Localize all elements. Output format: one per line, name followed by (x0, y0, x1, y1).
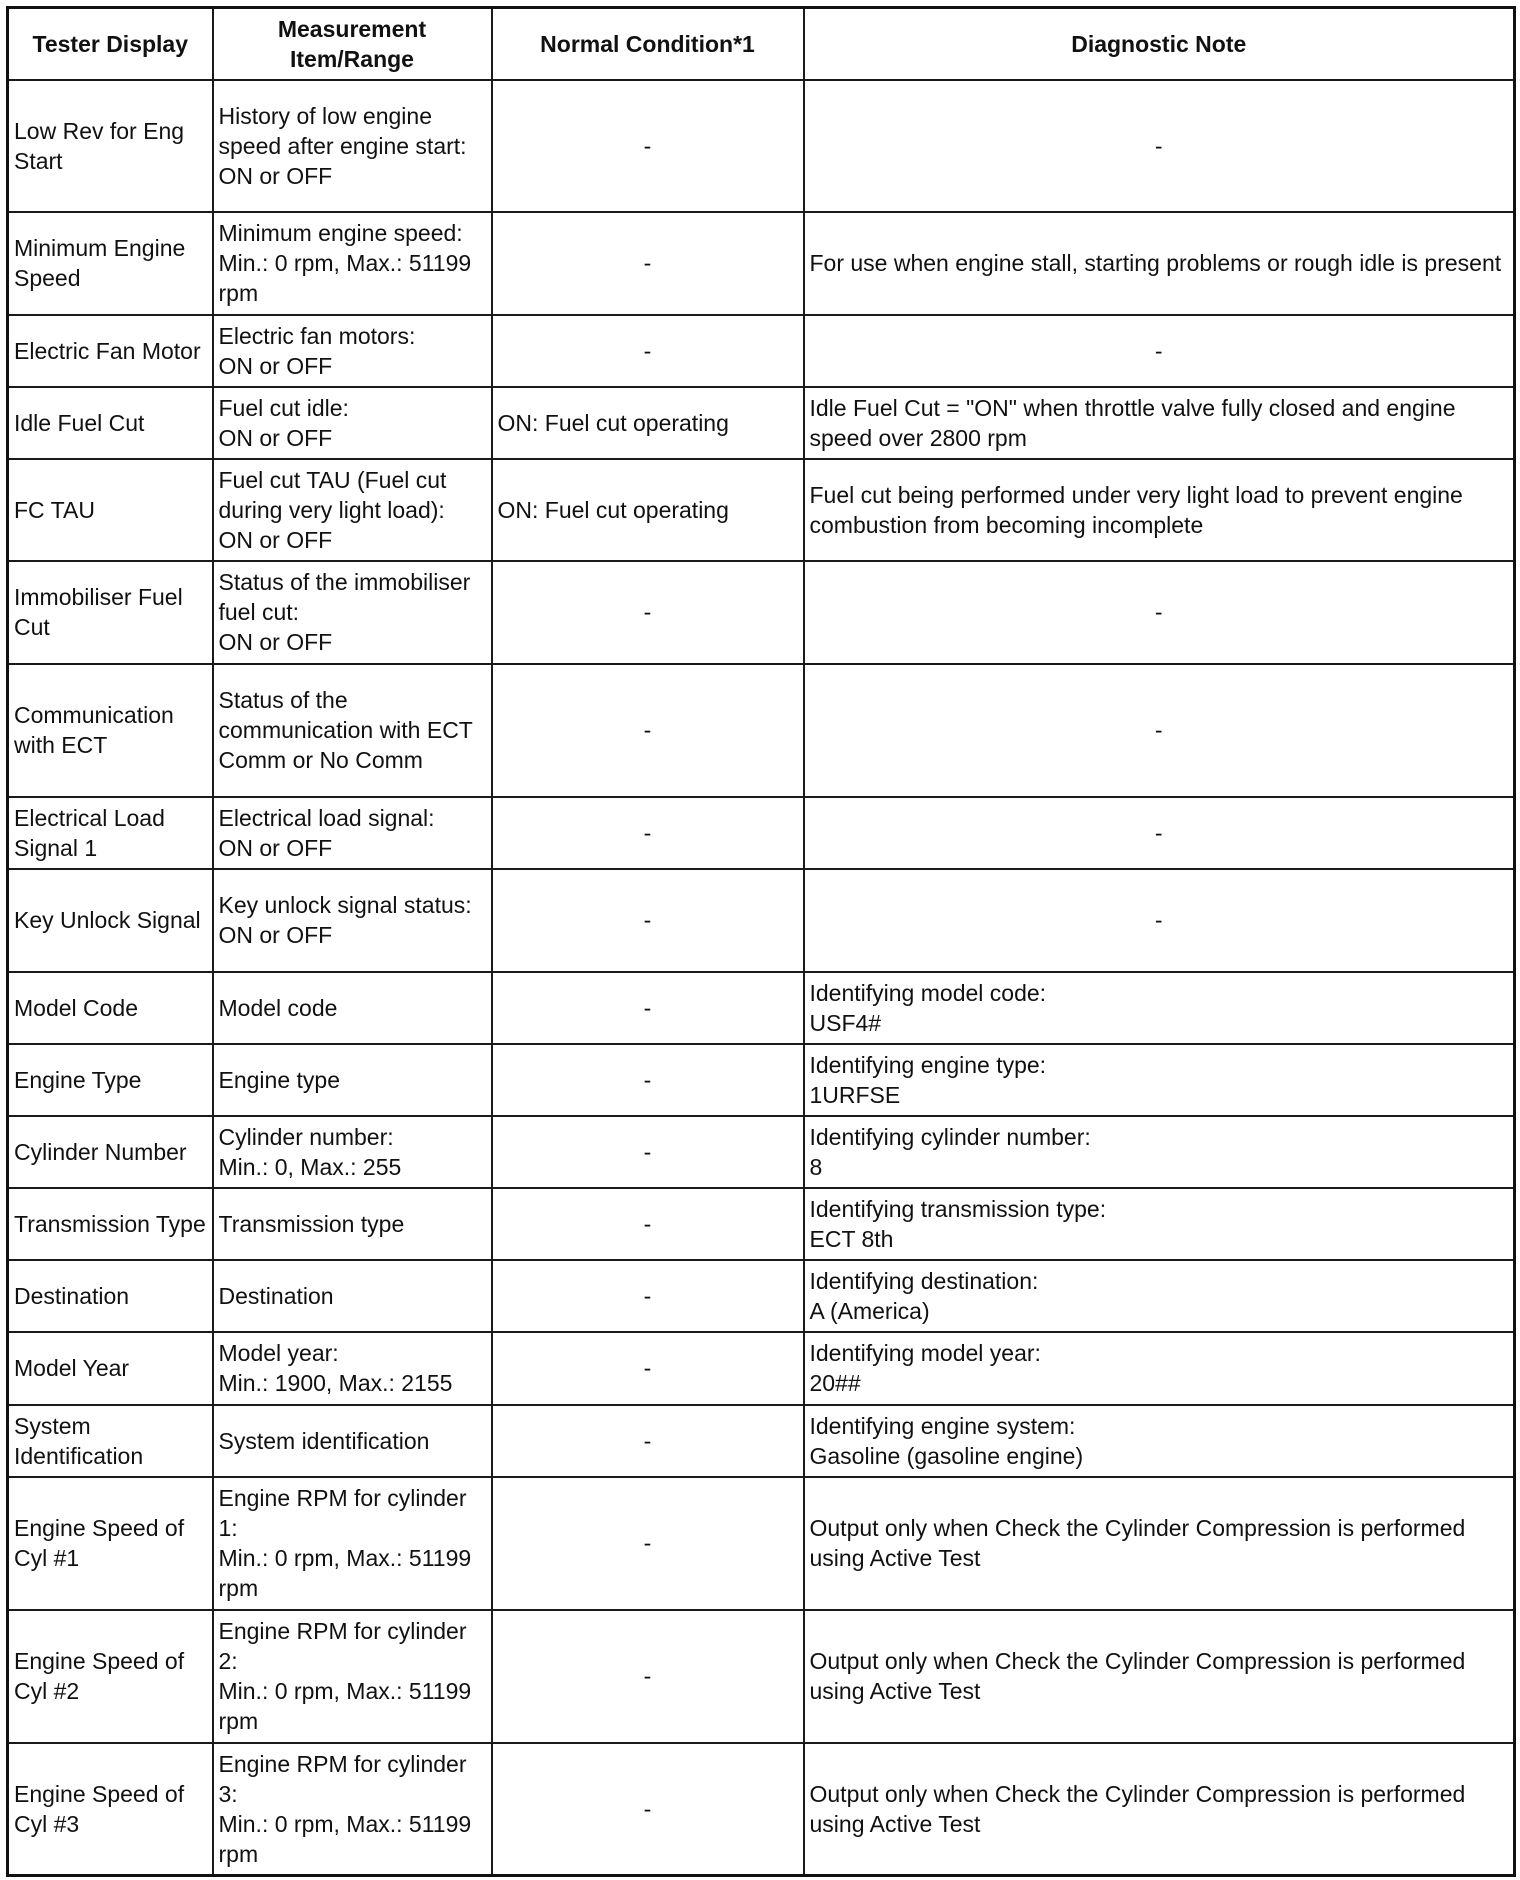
cell-measurement-range: Engine RPM for cylinder 1: Min.: 0 rpm, Max.: 51199 rpm (213, 1477, 492, 1610)
cell-measurement-range: Engine RPM for cylinder 2: Min.: 0 rpm, Max.: 51199 rpm (213, 1610, 492, 1743)
cell-tester-display: Electric Fan Motor (8, 315, 213, 387)
cell-measurement-range: Status of the immobiliser fuel cut: ON or OFF (213, 561, 492, 664)
cell-normal-condition: - (492, 1477, 804, 1610)
cell-diagnostic-note: Identifying destination: A (America) (804, 1260, 1515, 1332)
cell-normal-condition: - (492, 1610, 804, 1743)
table-row (8, 869, 1515, 972)
cell-normal-condition: - (492, 315, 804, 387)
cell-tester-display: Communication with ECT (8, 664, 213, 797)
cell-measurement-range: Engine type (213, 1044, 492, 1116)
table-row (8, 1188, 1515, 1260)
cell-tester-display: Minimum Engine Speed (8, 212, 213, 315)
table-header-row (8, 8, 1515, 80)
table-row (8, 1405, 1515, 1477)
cell-tester-display: Engine Speed of Cyl #1 (8, 1477, 213, 1610)
cell-measurement-range: Model code (213, 972, 492, 1044)
cell-diagnostic-note: Fuel cut being performed under very light load to prevent engine combustion from becoming incomplete (804, 459, 1515, 561)
cell-tester-display: Immobiliser Fuel Cut (8, 561, 213, 664)
table-row (8, 459, 1515, 561)
cell-diagnostic-note: - (804, 80, 1515, 212)
cell-tester-display: Cylinder Number (8, 1116, 213, 1188)
cell-normal-condition: - (492, 664, 804, 797)
table-row (8, 212, 1515, 315)
table-row (8, 1260, 1515, 1332)
data-list-table (6, 6, 1516, 1877)
cell-measurement-range: Model year: Min.: 1900, Max.: 2155 (213, 1332, 492, 1405)
cell-diagnostic-note: - (804, 315, 1515, 387)
table-row (8, 664, 1515, 797)
cell-diagnostic-note: Idle Fuel Cut = "ON" when throttle valve fully closed and engine speed over 2800 rpm (804, 387, 1515, 459)
cell-diagnostic-note: Identifying engine system: Gasoline (gasoline engine) (804, 1405, 1515, 1477)
cell-measurement-range: System identification (213, 1405, 492, 1477)
cell-tester-display: Engine Type (8, 1044, 213, 1116)
table-row (8, 561, 1515, 664)
cell-normal-condition: - (492, 797, 804, 869)
cell-tester-display: Model Code (8, 972, 213, 1044)
cell-normal-condition: - (492, 869, 804, 972)
header-diagnostic-note: Diagnostic Note (804, 8, 1515, 80)
table-row (8, 1610, 1515, 1743)
table-row (8, 1743, 1515, 1876)
table-row (8, 1332, 1515, 1405)
table-row (8, 1116, 1515, 1188)
header-normal-condition: Normal Condition*1 (492, 8, 804, 80)
cell-normal-condition: - (492, 972, 804, 1044)
cell-normal-condition: ON: Fuel cut operating (492, 387, 804, 459)
header-measurement-item: Measurement Item/Range (213, 8, 492, 80)
cell-normal-condition: - (492, 212, 804, 315)
cell-measurement-range: Engine RPM for cylinder 3: Min.: 0 rpm, Max.: 51199 rpm (213, 1743, 492, 1876)
cell-tester-display: Electrical Load Signal 1 (8, 797, 213, 869)
document-page (6, 6, 1513, 1877)
cell-diagnostic-note: - (804, 797, 1515, 869)
cell-tester-display: FC TAU (8, 459, 213, 561)
table-row (8, 797, 1515, 869)
cell-diagnostic-note: Output only when Check the Cylinder Compression is performed using Active Test (804, 1477, 1515, 1610)
cell-tester-display: Low Rev for Eng Start (8, 80, 213, 212)
table-row (8, 972, 1515, 1044)
cell-measurement-range: Cylinder number: Min.: 0, Max.: 255 (213, 1116, 492, 1188)
table-row (8, 1044, 1515, 1116)
cell-measurement-range: Electric fan motors: ON or OFF (213, 315, 492, 387)
cell-tester-display: Key Unlock Signal (8, 869, 213, 972)
table-row (8, 80, 1515, 212)
cell-diagnostic-note: Identifying engine type: 1URFSE (804, 1044, 1515, 1116)
header-tester-display: Tester Display (8, 8, 213, 80)
cell-diagnostic-note: Identifying cylinder number: 8 (804, 1116, 1515, 1188)
cell-tester-display: Transmission Type (8, 1188, 213, 1260)
cell-diagnostic-note: Identifying model code: USF4# (804, 972, 1515, 1044)
cell-diagnostic-note: - (804, 664, 1515, 797)
cell-measurement-range: History of low engine speed after engine start: ON or OFF (213, 80, 492, 212)
cell-normal-condition: - (492, 80, 804, 212)
cell-normal-condition: - (492, 561, 804, 664)
cell-diagnostic-note: Output only when Check the Cylinder Compression is performed using Active Test (804, 1743, 1515, 1876)
cell-diagnostic-note: For use when engine stall, starting problems or rough idle is present (804, 212, 1515, 315)
cell-measurement-range: Status of the communication with ECT Comm or No Comm (213, 664, 492, 797)
cell-diagnostic-note: Identifying transmission type: ECT 8th (804, 1188, 1515, 1260)
cell-diagnostic-note: - (804, 869, 1515, 972)
cell-measurement-range: Minimum engine speed: Min.: 0 rpm, Max.: 51199 rpm (213, 212, 492, 315)
cell-normal-condition: - (492, 1044, 804, 1116)
cell-tester-display: Engine Speed of Cyl #2 (8, 1610, 213, 1743)
cell-tester-display: Model Year (8, 1332, 213, 1405)
cell-normal-condition: - (492, 1116, 804, 1188)
table-row (8, 315, 1515, 387)
cell-measurement-range: Destination (213, 1260, 492, 1332)
cell-normal-condition: - (492, 1743, 804, 1876)
cell-measurement-range: Transmission type (213, 1188, 492, 1260)
cell-diagnostic-note: Identifying model year: 20## (804, 1332, 1515, 1405)
cell-normal-condition: ON: Fuel cut operating (492, 459, 804, 561)
cell-measurement-range: Fuel cut idle: ON or OFF (213, 387, 492, 459)
cell-normal-condition: - (492, 1260, 804, 1332)
cell-normal-condition: - (492, 1332, 804, 1405)
cell-measurement-range: Electrical load signal: ON or OFF (213, 797, 492, 869)
cell-tester-display: System Identification (8, 1405, 213, 1477)
cell-normal-condition: - (492, 1405, 804, 1477)
cell-tester-display: Idle Fuel Cut (8, 387, 213, 459)
table-row (8, 1477, 1515, 1610)
cell-diagnostic-note: Output only when Check the Cylinder Compression is performed using Active Test (804, 1610, 1515, 1743)
cell-tester-display: Destination (8, 1260, 213, 1332)
cell-normal-condition: - (492, 1188, 804, 1260)
table-row (8, 387, 1515, 459)
cell-diagnostic-note: - (804, 561, 1515, 664)
cell-tester-display: Engine Speed of Cyl #3 (8, 1743, 213, 1876)
cell-measurement-range: Fuel cut TAU (Fuel cut during very light load): ON or OFF (213, 459, 492, 561)
cell-measurement-range: Key unlock signal status: ON or OFF (213, 869, 492, 972)
